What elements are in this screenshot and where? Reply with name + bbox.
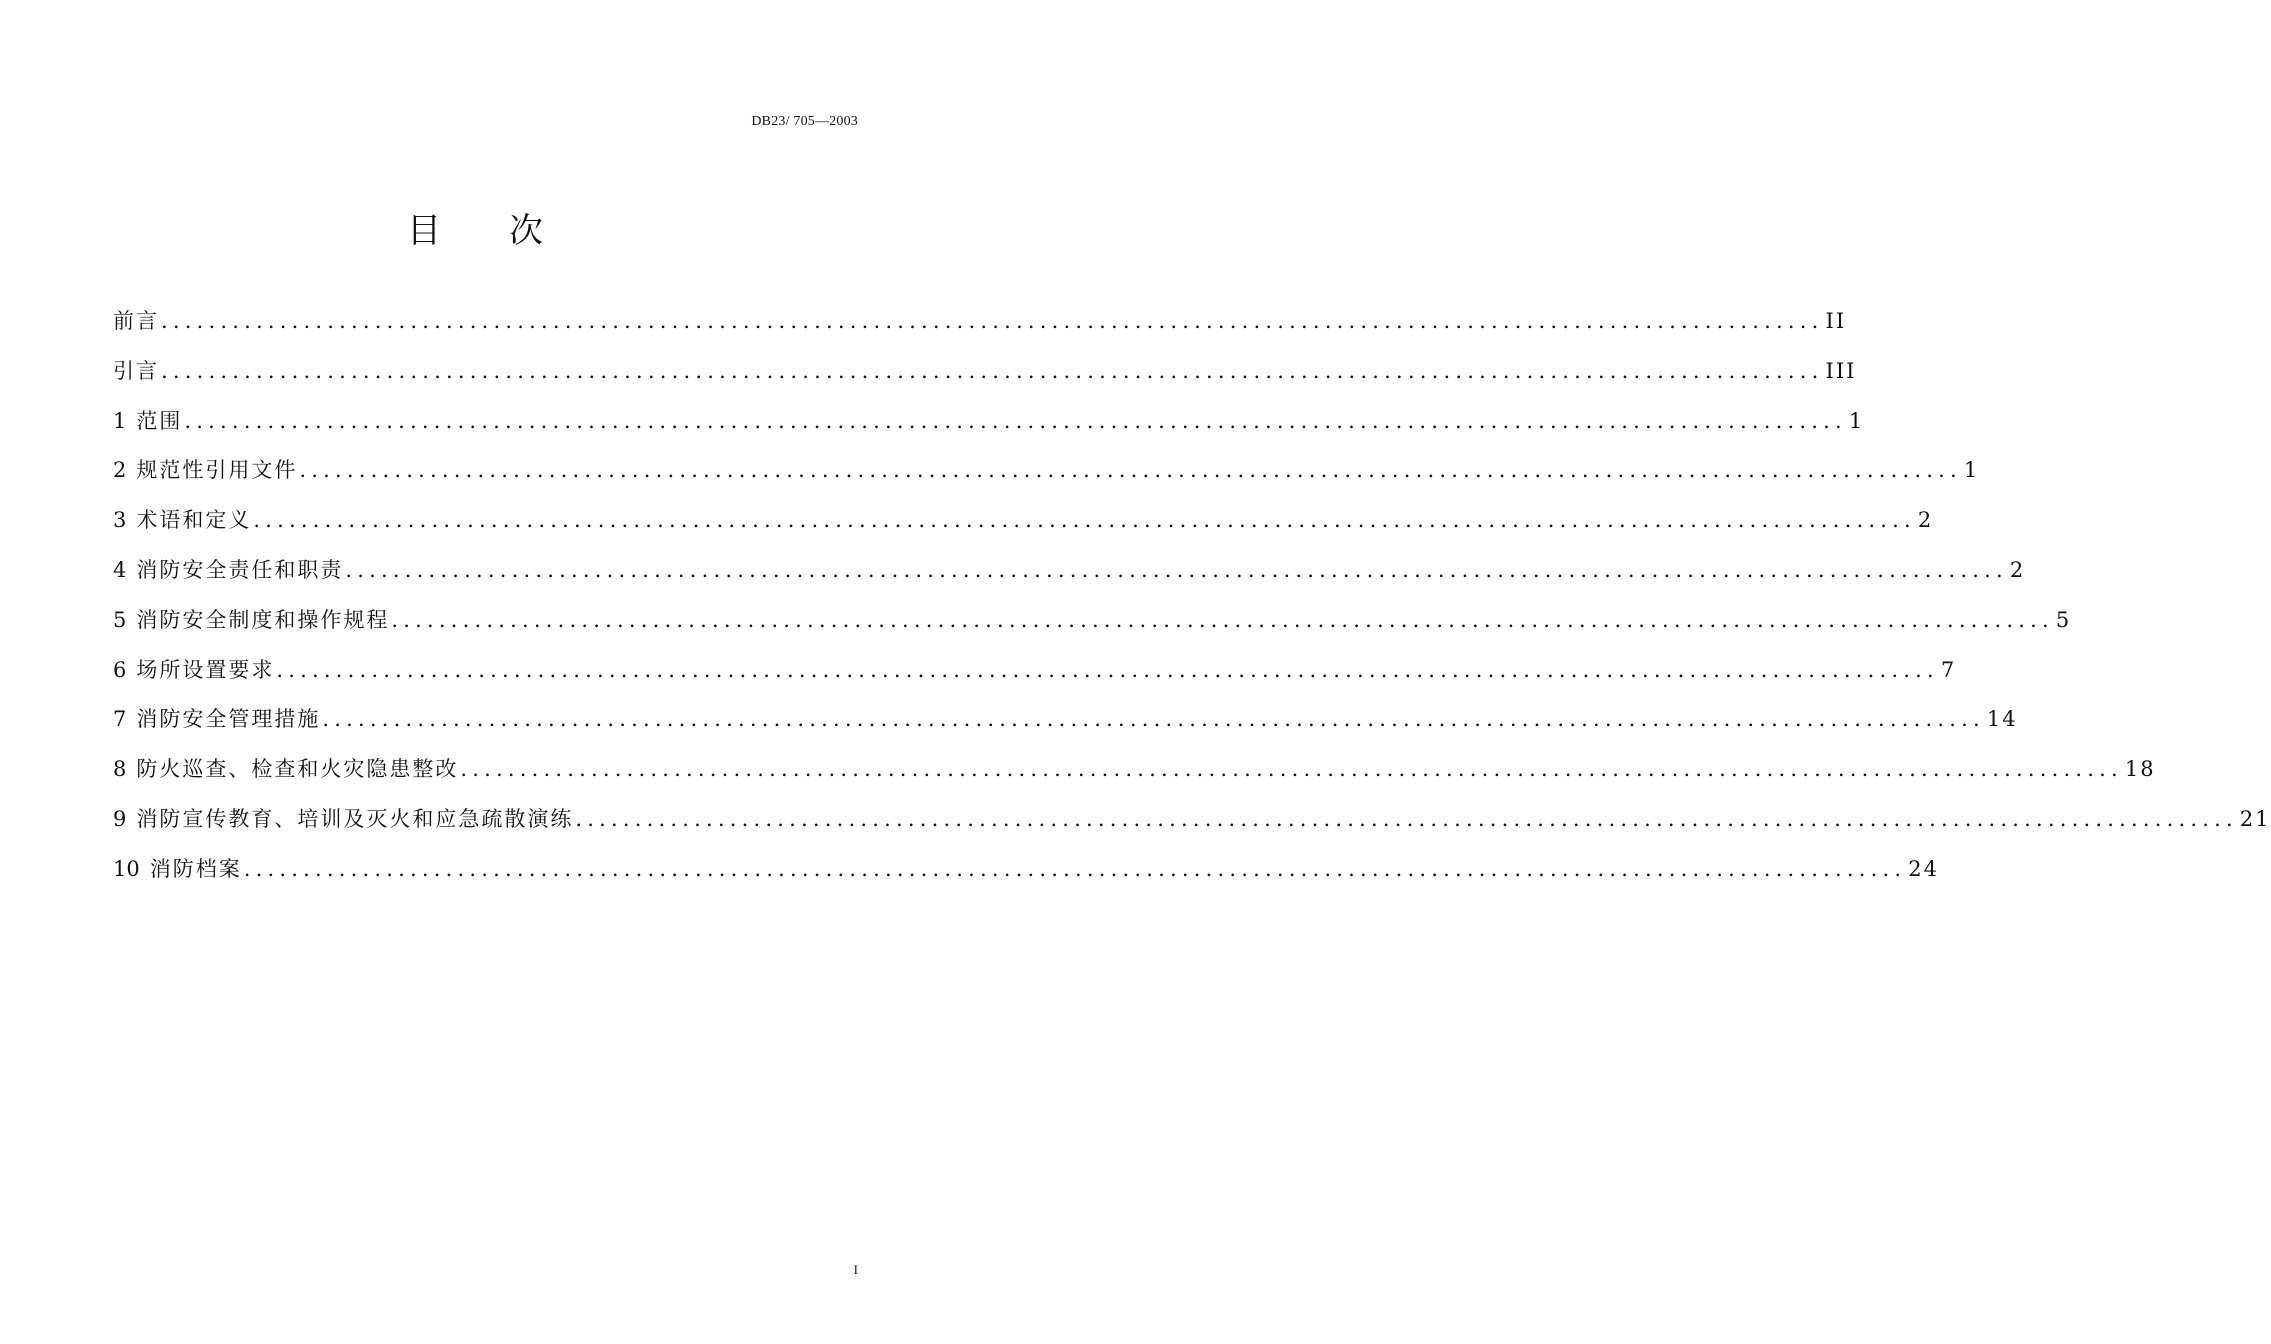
table-of-contents [113,300,2271,898]
toc-entry-page: III [1825,358,1857,383]
toc-entry-label: 消防档案 [149,856,242,881]
title-char-2: 次 [509,211,543,251]
toc-entry-number: 2 [113,458,127,483]
toc-leader-dots: ............................................................................................................................................ [391,607,2054,632]
toc-leader-dots: ............................................................................................................................................ [345,557,2008,582]
toc-entry-number: 4 [113,557,127,582]
toc-entry-page: 5 [2055,607,2072,632]
toc-leader-dots: ............................................................................................................................................ [322,707,1985,732]
toc-entry-label: 场所设置要求 [136,657,275,682]
toc-entry[interactable] [113,798,2271,848]
toc-leader-dots: ............................................................................................................................................ [184,408,1847,433]
toc-entry-number: 9 [113,806,127,831]
toc-entry-label: 规范性引用文件 [136,458,298,483]
title-char-1: 目 [407,211,441,251]
toc-entry-number: 5 [113,607,127,632]
toc-entry-label: 术语和定义 [136,508,252,533]
toc-entry[interactable] [113,499,1934,549]
toc-entry-number: 6 [113,657,127,682]
toc-entry-page: 21 [2239,806,2271,831]
toc-entry[interactable] [113,649,1957,699]
toc-entry-label: 防火巡查、检查和火灾隐患整改 [136,757,459,782]
toc-leader-dots: ............................................................................................................................................ [299,458,1962,483]
toc-leader-dots: ............................................................................................................................................ [161,309,1824,333]
toc-entry-label: 消防宣传教育、培训及灭火和应急疏散演练 [136,806,574,831]
document-code: DB23/ 705—2003 [751,114,858,129]
toc-entry-label: 范围 [136,408,183,433]
toc-entry[interactable] [113,350,1857,400]
page-number: I [853,1262,858,1277]
toc-entry-page: 7 [1940,657,1957,682]
toc-entry-number: 1 [113,408,127,433]
toc-entry[interactable] [113,599,2072,649]
toc-entry-page: 1 [1963,458,1980,483]
toc-leader-dots: ............................................................................................................................................ [253,508,1916,533]
toc-leader-dots: ............................................................................................................................................ [575,806,2238,831]
toc-entry-page: 14 [1986,707,2018,732]
toc-leader-dots: ............................................................................................................................................ [161,358,1824,383]
toc-entry[interactable] [113,400,1865,450]
page-title [0,203,950,252]
toc-entry-label: 引言 [113,358,159,383]
toc-leader-dots: ............................................................................................................................................ [276,657,1939,682]
toc-entry-page: II [1825,309,1847,333]
toc-entry-number: 3 [113,508,127,533]
toc-entry-page: 2 [2009,557,2026,582]
toc-leader-dots: ............................................................................................................................................ [460,757,2123,782]
toc-entry-number: 8 [113,757,127,782]
toc-entry-page: 24 [1908,856,1940,881]
toc-entry[interactable] [113,848,1940,898]
toc-entry[interactable] [113,300,1847,350]
toc-entry-label: 消防安全责任和职责 [136,557,344,582]
toc-entry-label: 消防安全制度和操作规程 [136,607,390,632]
toc-entry-label: 消防安全管理措施 [136,707,321,732]
toc-entry[interactable] [113,549,2026,599]
toc-leader-dots: ............................................................................................................................................ [243,856,1907,881]
toc-entry-page: 2 [1917,508,1934,533]
toc-entry[interactable] [113,698,2018,748]
toc-entry-page: 18 [2124,757,2156,782]
toc-entry-label: 前言 [113,309,159,333]
toc-entry-page: 1 [1848,408,1865,433]
toc-entry-number: 10 [113,856,140,881]
toc-entry-number: 7 [113,707,127,732]
toc-entry[interactable] [113,449,1980,499]
toc-entry[interactable] [113,748,2156,798]
